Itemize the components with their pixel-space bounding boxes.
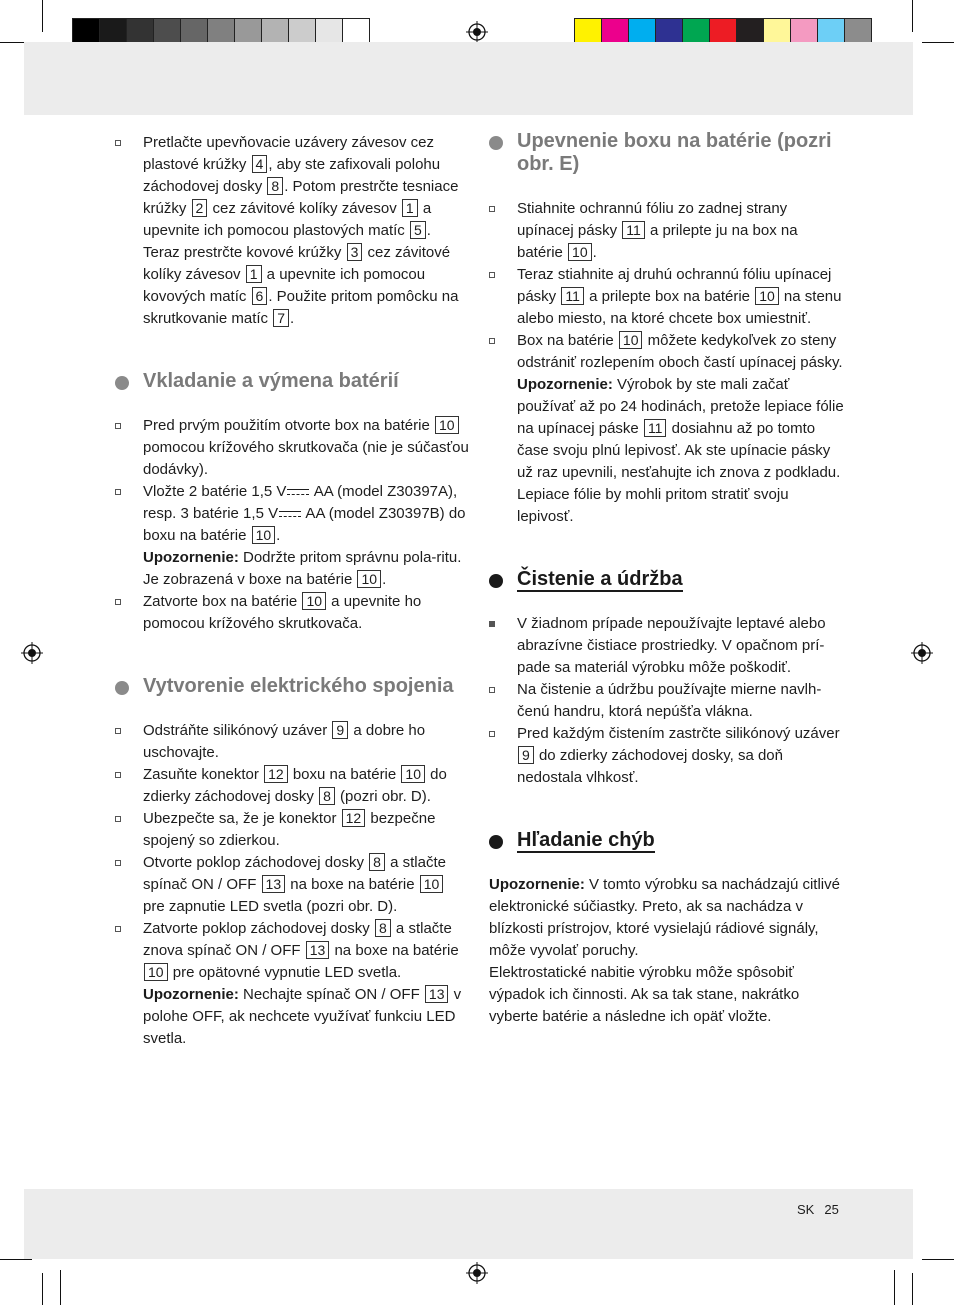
part-number: 10 — [755, 287, 779, 305]
crop-mark — [912, 0, 913, 32]
part-number: 9 — [518, 746, 534, 764]
part-number: 2 — [192, 199, 208, 217]
crop-mark — [0, 1259, 32, 1260]
list-item: Zatvorte box na batérie 10 a upevnite ho pomocou krížového skrutkovača. — [115, 591, 470, 635]
list-item: Zasuňte konektor 12 boxu na batérie 10 do zdierky záchodovej dosky 8 (pozri obr. D). — [115, 764, 470, 808]
part-number: 10 — [302, 592, 326, 610]
checkbox-bullet-icon — [115, 489, 121, 495]
registration-mark-icon — [911, 642, 933, 664]
checkbox-bullet-icon — [115, 728, 121, 734]
footer-band — [24, 1189, 913, 1259]
warning-label: Upozornenie: — [517, 376, 613, 393]
registration-mark-icon — [466, 21, 488, 43]
section-heading: Čistenie a údržba — [489, 568, 844, 591]
checkbox-bullet-icon — [115, 140, 121, 146]
crop-mark — [922, 42, 954, 43]
section-heading: Hľadanie chýb — [489, 829, 844, 852]
warning-label: Upozornenie: — [489, 876, 585, 893]
checkbox-bullet-icon — [489, 731, 495, 737]
dc-symbol-icon — [279, 510, 301, 519]
warning-label: Upozornenie: — [143, 986, 239, 1003]
left-column — [115, 130, 470, 1050]
crop-mark — [60, 1270, 61, 1305]
part-number: 13 — [262, 875, 286, 893]
page-number: 25 — [824, 1202, 839, 1217]
part-number: 10 — [619, 331, 643, 349]
part-number: 1 — [246, 265, 262, 283]
part-number: 11 — [622, 221, 645, 239]
list-item: Zatvorte poklop záchodovej dosky 8 a stlačte znova spínač ON / OFF 13 na boxe na batérie 10 pre opätovné vypnutie LED svetla. Upozornenie: Nechajte spínač ON / OFF 13 v polohe OFF, ak nechcete využívať funkciu LED svetla. — [115, 918, 470, 1050]
part-number: 11 — [644, 419, 667, 437]
list-item: Pred každým čistením zastrčte silikónový uzáver 9 do zdierky záchodovej dosky, sa doň nedostala vlhkosť. — [489, 723, 844, 789]
warning-label: Upozornenie: — [143, 549, 239, 566]
page-footer — [797, 1202, 849, 1217]
part-number: 1 — [402, 199, 418, 217]
part-number: 8 — [369, 853, 385, 871]
list-item: Ubezpečte sa, že je konektor 12 bezpečne spojený so zdierkou. — [115, 808, 470, 852]
section-heading: Upevnenie boxu na batérie (pozri obr. E) — [489, 130, 844, 176]
list-item: Pred prvým použitím otvorte box na batérie 10 pomocou krížového skrutkovača (nie je súčasťou dodávky). — [115, 415, 470, 481]
part-number: 4 — [252, 155, 268, 173]
part-number: 7 — [273, 309, 289, 327]
header-band — [24, 42, 913, 115]
part-number: 10 — [435, 416, 459, 434]
heading-bullet-icon — [489, 136, 503, 150]
checkbox-bullet-icon — [115, 772, 121, 778]
checkbox-bullet-icon — [489, 687, 495, 693]
part-number: 10 — [144, 963, 168, 981]
crop-mark — [912, 1273, 913, 1305]
part-number: 8 — [319, 787, 335, 805]
part-number: 10 — [357, 570, 381, 588]
list-item: Teraz stiahnite aj druhú ochrannú fóliu upínacej pásky 11 a prilepte box na batérie 10 na stenu alebo miesto, na ktoré chcete box umiestniť. — [489, 264, 844, 330]
part-number: 10 — [252, 526, 276, 544]
section-heading: Vkladanie a výmena batérií — [115, 370, 470, 393]
paragraph: Upozornenie: V tomto výrobku sa nachádzajú citlivé elektronické súčiastky. Preto, ak sa nachádza v blízkosti prístrojov, ktoré vysielajú rádiové signály, môže vyvolať poruchy. Elektrostatické nabitie výrobku môže spôsobiť výpadok ich činnosti. Ak sa tak stane, nakrátko vyberte batérie a následne ich opäť vložte. — [489, 876, 840, 1025]
checkbox-bullet-icon — [115, 423, 121, 429]
heading-bullet-icon — [115, 376, 129, 390]
list-item: Stiahnite ochrannú fóliu zo zadnej strany upínacej pásky 11 a prilepte ju na box na batérie 10 . — [489, 198, 844, 264]
part-number: 8 — [375, 919, 391, 937]
part-number: 11 — [561, 287, 584, 305]
part-number: 3 — [347, 243, 363, 261]
dc-symbol-icon — [287, 488, 309, 497]
part-number: 12 — [264, 765, 288, 783]
part-number: 8 — [267, 177, 283, 195]
list-item: Otvorte poklop záchodovej dosky 8 a stlačte spínač ON / OFF 13 na boxe na batérie 10 pre zapnutie LED svetla (pozri obr. D). — [115, 852, 470, 918]
checkbox-bullet-icon — [115, 926, 121, 932]
list-item: Na čistenie a údržbu používajte mierne navlh-čenú handru, ktorá nepúšťa vlákna. — [489, 679, 844, 723]
registration-mark-icon — [21, 642, 43, 664]
list-item: Odstráňte silikónový uzáver 9 a dobre ho uschovajte. — [115, 720, 470, 764]
checkbox-bullet-icon — [489, 338, 495, 344]
right-column — [489, 130, 844, 1028]
crop-mark — [894, 1270, 895, 1305]
part-number: 10 — [401, 765, 425, 783]
checkbox-bullet-icon — [115, 860, 121, 866]
registration-mark-icon — [466, 1262, 488, 1284]
part-number: 6 — [252, 287, 268, 305]
part-number: 10 — [568, 243, 592, 261]
section-heading: Vytvorenie elektrického spojenia — [115, 675, 470, 698]
crop-mark — [42, 1273, 43, 1305]
part-number: 9 — [332, 721, 348, 739]
language-code: SK — [797, 1202, 815, 1217]
part-number: 12 — [342, 809, 366, 827]
heading-bullet-icon — [489, 574, 503, 588]
checkbox-bullet-icon — [489, 272, 495, 278]
square-bullet-icon — [489, 621, 495, 627]
checkbox-bullet-icon — [489, 206, 495, 212]
part-number: 10 — [420, 875, 444, 893]
part-number: 5 — [410, 221, 426, 239]
checkbox-bullet-icon — [115, 816, 121, 822]
list-item: Box na batérie 10 môžete kedykoľvek zo steny odstrániť rozlepením oboch častí upínacej pásky. Upozornenie: Výrobok by ste mali začať používať až po 24 hodinách, pretože lepiace fólie na upínacej páske 11 dosiahnu až po tomto čase svoju plnú lepivosť. Ak ste upínacie pásky už raz upevnili, nesťahujte ich znova z podkladu. Lepiace fólie by mohli pritom stratiť svoju lepivosť. — [489, 330, 844, 528]
crop-mark — [42, 0, 43, 32]
list-item: V žiadnom prípade nepoužívajte leptavé alebo abrazívne čistiace prostriedky. V opačnom prí-pade sa materiál výrobku môže poškodiť. — [489, 613, 844, 679]
list-item: Pretlačte upevňovacie uzávery závesov cez plastové krúžky 4 , aby ste zafixovali polohu záchodovej dosky 8 . Potom prestrčte tesniace krúžky 2 cez závitové kolíky závesov 1 a upevnite ich pomocou plastových matíc 5 . Teraz prestrčte kovové krúžky 3 cez závitové kolíky závesov 1 a upevnite ich pomocou kovových matíc 6 . Použite pritom pomôcku na skrutkovanie matíc 7 . — [115, 132, 470, 330]
part-number: 13 — [306, 941, 330, 959]
checkbox-bullet-icon — [115, 599, 121, 605]
list-item: Vložte 2 batérie 1,5 V AA (model Z30397A), resp. 3 batérie 1,5 V AA (model Z30397B) do boxu na batérie 10 . Upozornenie: Dodržte pritom správnu pola-ritu. Je zobrazená v boxe na batérie 10 . — [115, 481, 470, 591]
heading-bullet-icon — [115, 681, 129, 695]
part-number: 13 — [425, 985, 449, 1003]
heading-bullet-icon — [489, 835, 503, 849]
crop-mark — [922, 1259, 954, 1260]
